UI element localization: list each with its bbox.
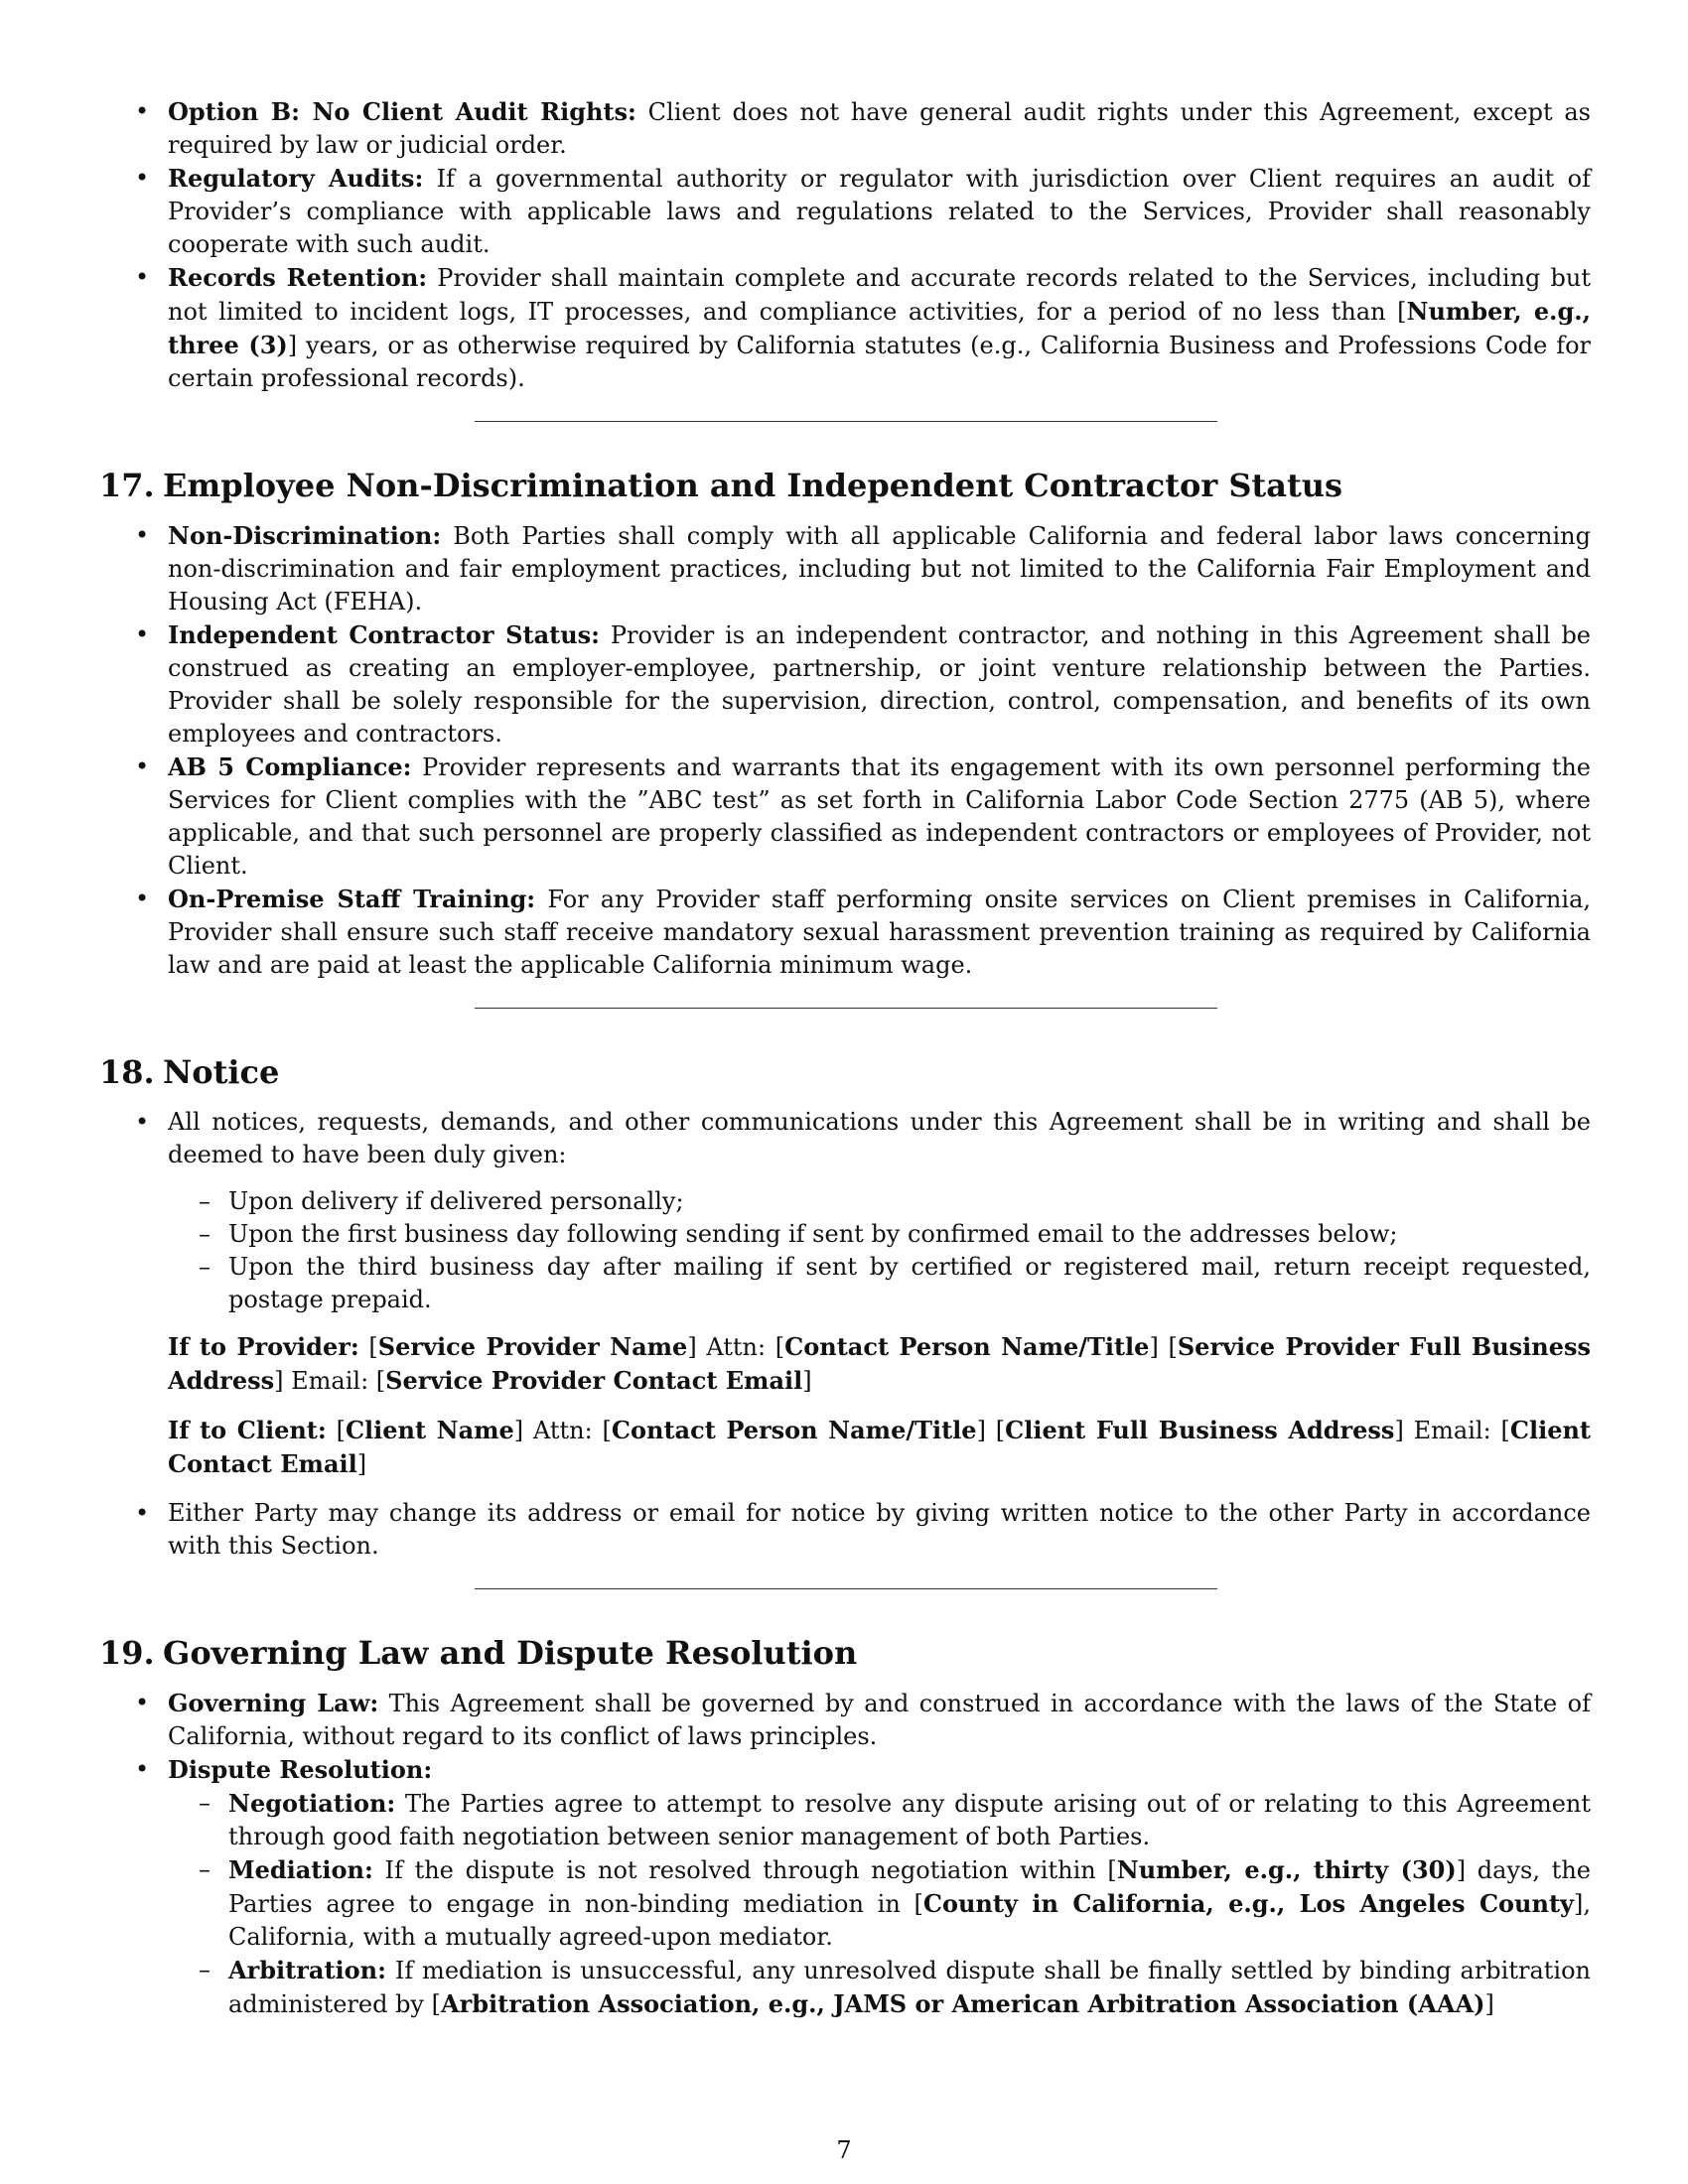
placeholder-field: County in California, e.g., Los Angeles County: [922, 1889, 1574, 1918]
item-label: Governing Law:: [168, 1689, 379, 1717]
section-title: Employee Non-Discrimination and Independent Contractor Status: [163, 467, 1342, 504]
placeholder-field: Arbitration Association, e.g., JAMS or American Arbitration Association (AAA): [440, 1989, 1485, 2018]
section-18-list-end: [99, 1497, 1591, 1563]
provider-label: If to Provider:: [168, 1332, 359, 1361]
item-text: ] years, or as otherwise required by California statutes (e.g., California Business and Professions Code for certain professional records).: [168, 332, 1592, 392]
section-19-heading: [99, 1633, 1591, 1673]
notice-delivery-list: [99, 1185, 1591, 1316]
item-text: Provider is an independent contractor, and nothing in this Agreement shall be construed as creating an employer-employee, partnership, or joint venture relationship between the Parties. Provider shall be solely responsible for the supervision, direction, control, compensation, and benefits of its own employees and contractors.: [168, 621, 1592, 748]
section-17-list: [99, 519, 1591, 982]
item-label: Option B: No Client Audit Rights:: [168, 97, 636, 126]
list-item-option-b: [99, 95, 1591, 162]
list-item-governing-law: [99, 1687, 1591, 1753]
client-email-field: Client Contact Email: [168, 1416, 1591, 1478]
sub-list-item: – Upon the third business day after mailing if sent by certified or registered mail, return receipt requested, postage prepaid.: [99, 1251, 1591, 1316]
item-text: All notices, requests, demands, and other communications under this Agreement shall be in writing and shall be deemed to have been duly given:: [168, 1108, 1591, 1168]
item-text: This Agreement shall be governed by and construed in accordance with the laws of the State of California, without regard to its conflict of laws principles.: [168, 1690, 1591, 1750]
item-label: Independent Contractor Status:: [168, 620, 601, 649]
email-label: Email:: [1413, 1417, 1491, 1444]
client-name-field: Client Name: [345, 1416, 514, 1444]
provider-address-block: If to Provider: [Service Provider Name] Attn: [Contact Person Name/Title] [Service Provider Full Business Address] Email: [Service Provider Contact Email]: [168, 1332, 1592, 1395]
list-item-staff-training: [99, 883, 1591, 982]
client-label: If to Client:: [168, 1416, 327, 1444]
item-text: Provider represents and warrants that its engagement with its own personnel performing the Services for Client complies with the ”ABC test” as set forth in California Labor Code Section 2775 (AB 5), where applicable, and that such personnel are properly classified as independent contractors or employees of Provider, not Client.: [168, 753, 1591, 880]
item-text: If a governmental authority or regulator with jurisdiction over Client requires an audit of Provider’s compliance with applicable laws and regulations related to the Services, Provider shall reasonably cooperate with such audit.: [168, 165, 1592, 258]
item-label: Records Retention:: [168, 263, 428, 292]
section-divider: [475, 1008, 1217, 1009]
item-label: Mediation:: [228, 1855, 373, 1884]
client-address-field: Client Full Business Address: [1005, 1416, 1395, 1444]
section-number: 19.: [99, 1634, 155, 1672]
item-text: ]: [1484, 1990, 1494, 2018]
dispute-steps-list: [99, 1787, 1591, 2021]
provider-contact-field: Contact Person Name/Title: [784, 1332, 1150, 1361]
placeholder-field: Number, e.g., three (3): [168, 297, 1591, 359]
sub-list-item-negotiation: [99, 1787, 1591, 1853]
provider-email-field: Service Provider Contact Email: [385, 1366, 803, 1395]
list-item-non-discrimination: [99, 519, 1591, 618]
page-number: 7: [836, 2136, 852, 2164]
item-text: Both Parties shall comply with all applicable California and federal labor laws concerning non-discrimination and fair employment practices, including but not limited to the California Fair Employment and Housing Act (FEHA).: [168, 522, 1591, 615]
list-item-ab5-compliance: [99, 751, 1591, 883]
item-label: AB 5 Compliance:: [168, 752, 412, 781]
attn-label: Attn:: [706, 1333, 767, 1361]
sub-list-item-arbitration: [99, 1954, 1591, 2021]
document-page: [99, 95, 1591, 2021]
provider-address-field: Service Provider Full Business Address: [168, 1332, 1592, 1395]
item-label: On-Premise Staff Training:: [168, 885, 536, 913]
item-label: Non-Discrimination:: [168, 521, 442, 550]
item-text: Either Party may change its address or email for notice by giving written notice to the other Party in accordance with this Section.: [168, 1499, 1591, 1560]
list-item-records-retention: [99, 261, 1591, 395]
attn-label: Attn:: [532, 1417, 593, 1444]
section-divider: [475, 421, 1217, 422]
section-18-list: [99, 1106, 1591, 1316]
section-18-heading: [99, 1052, 1591, 1092]
item-text: ], California, with a mutually agreed-upon mediator.: [228, 1890, 1591, 1951]
item-label: Arbitration:: [228, 1956, 386, 1984]
item-label: Dispute Resolution:: [168, 1755, 433, 1784]
placeholder-field: Number, e.g., thirty (30): [1116, 1855, 1457, 1884]
item-label: Regulatory Audits:: [168, 164, 424, 193]
section-17-heading: [99, 466, 1591, 505]
list-item-regulatory-audits: [99, 162, 1591, 261]
section-number: 18.: [99, 1053, 155, 1091]
section-title: Notice: [163, 1053, 280, 1091]
item-text: Provider shall maintain complete and accurate records related to the Services, including but not limited to incident logs, IT processes, and compliance activities, for a period of no less than [: [168, 264, 1592, 326]
client-contact-field: Contact Person Name/Title: [611, 1416, 977, 1444]
item-text: The Parties agree to attempt to resolve any dispute arising out of or relating to this Agreement through good faith negotiation between senior management of both Parties.: [228, 1790, 1591, 1850]
item-text: Client does not have general audit rights under this Agreement, except as required by law or judicial order.: [168, 98, 1591, 159]
item-text: If mediation is unsuccessful, any unresolved dispute shall be finally settled by binding arbitration administered by [: [228, 1957, 1591, 2018]
sub-list-item: – Upon delivery if delivered personally;: [99, 1185, 1591, 1218]
section-16-list: [99, 95, 1591, 395]
section-divider: [475, 1588, 1217, 1589]
item-text: For any Provider staff performing onsite services on Client premises in California, Provider shall ensure such staff receive mandatory sexual harassment prevention training as required by California law and are paid at least the applicable California minimum wage.: [168, 886, 1591, 979]
provider-name-field: Service Provider Name: [377, 1332, 688, 1361]
sub-list-item-mediation: [99, 1853, 1591, 1954]
item-text: If the dispute is not resolved through negotiation within [: [372, 1856, 1117, 1884]
section-19-list: [99, 1687, 1591, 2021]
list-item-dispute-resolution: [99, 1753, 1591, 2021]
sub-list-item: – Upon the first business day following sending if sent by confirmed email to the addresses below;: [99, 1218, 1591, 1251]
item-label: Negotiation:: [228, 1789, 396, 1818]
section-number: 17.: [99, 467, 155, 504]
item-text: ] days, the Parties agree to engage in non-binding mediation in [: [228, 1856, 1591, 1918]
section-title: Governing Law and Dispute Resolution: [163, 1634, 858, 1672]
email-label: Email:: [291, 1367, 369, 1395]
client-address-block: If to Client: [Client Name] Attn: [Contact Person Name/Title] [Client Full Business Address] Email: [Client Contact Email]: [168, 1416, 1591, 1478]
list-item-notice-intro: [99, 1106, 1591, 1316]
list-item-independent-contractor: [99, 618, 1591, 751]
list-item-change-notice: [99, 1497, 1591, 1563]
